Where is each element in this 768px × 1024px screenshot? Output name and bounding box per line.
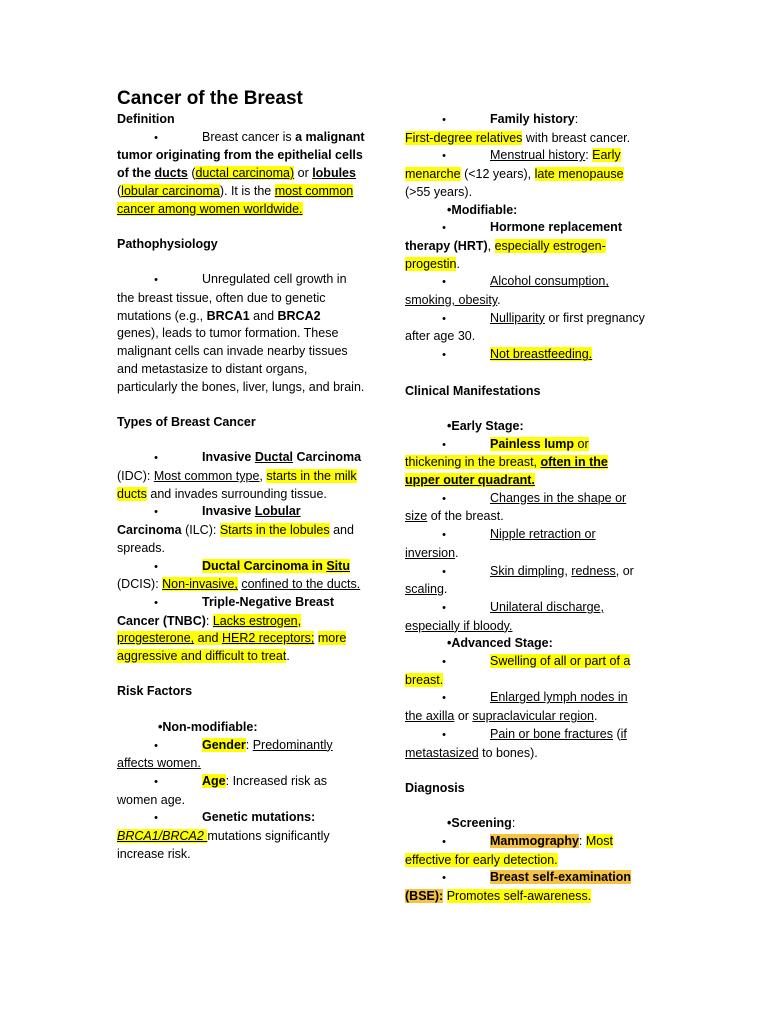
clinical-skin: • Skin dimpling, redness, or scaling. — [405, 563, 634, 597]
clinical-lymph: • Enlarged lymph nodes in the axilla or supraclavicular region. — [405, 690, 628, 724]
type-tnbc: • Triple-Negative Breast Cancer (TNBC): Lacks estrogen, progesterone, and HER2 receptors; more aggressive and difficult to treat. — [117, 594, 347, 664]
type-idc: • Invasive Ductal Carcinoma (IDC): Most common type, starts in the milk ducts and invades surrounding tissue. — [117, 450, 362, 501]
clinical-shape: • Changes in the shape or size of the breast. — [405, 490, 627, 524]
risk-alcohol: • Alcohol consumption, smoking, obesity. — [405, 274, 609, 308]
types-heading: Types of Breast Cancer — [117, 414, 256, 429]
clinical-heading: Clinical Manifestations — [405, 383, 541, 398]
bullet: • — [154, 131, 158, 144]
advanced-stage-label: •Advanced Stage: — [447, 636, 553, 651]
type-dcis: • Ductal Carcinoma in Situ (DCIS): Non-invasive, confined to the ducts. — [117, 558, 361, 592]
definition-paragraph: • Breast cancer is a malignant tumor originating from the epithelial cells of the ducts (ductal carcinoma) or lobules (lobular carcinoma). It is the most common cancer among women worldwide. — [117, 129, 365, 216]
diagnosis-heading: Diagnosis — [405, 780, 465, 795]
type-ilc: • Invasive Lobular Carcinoma (ILC): Starts in the lobules and spreads. — [117, 504, 354, 555]
clinical-swelling: • Swelling of all or part of a breast. — [405, 654, 631, 687]
definition-heading: Definition — [117, 112, 175, 126]
risk-hrt: • Hormone replacement therapy (HRT), especially estrogen-progestin. — [405, 220, 622, 271]
diagnosis-mammography: • Mammography: Most effective for early detection. — [405, 834, 613, 867]
diagnosis-bse: • Breast self-examination (BSE): Promotes self-awareness. — [405, 870, 632, 904]
clinical-lump: • Painless lump or thickening in the breast, often in the upper outer quadrant. — [405, 436, 608, 488]
modifiable-label: •Modifiable: — [447, 202, 518, 217]
risk-genetic: • Genetic mutations: BRCA1/BRCA2 mutations significantly increase risk. — [117, 810, 330, 861]
page-title: Cancer of the Breast — [117, 88, 303, 109]
early-stage-label: •Early Stage: — [447, 418, 524, 433]
risk-gender: • Gender: Predominantly affects women. — [117, 737, 333, 771]
clinical-pain: • Pain or bone fractures (if metastasized to bones). — [405, 726, 627, 760]
clinical-nipple: • Nipple retraction or inversion. — [405, 527, 596, 560]
risk-nulliparity: • Nulliparity or first pregnancy after age 30. — [405, 310, 645, 344]
risk-not-breastfeeding: • Not breastfeeding. — [442, 347, 593, 362]
non-modifiable-label: •Non-modifiable: — [158, 719, 258, 734]
right-column — [405, 111, 645, 906]
risk-age: • Age: Increased risk as women age. — [117, 773, 328, 807]
screening-label: •Screening: — [447, 816, 516, 831]
pathophysiology-heading: Pathophysiology — [117, 236, 218, 251]
risk-family: • Family history: First-degree relatives with breast cancer. — [405, 112, 631, 145]
risk-menstrual: • Menstrual history: Early menarche (<12 years), late menopause (>55 years). — [405, 148, 624, 199]
pathophysiology-paragraph: • Unregulated cell growth in the breast tissue, often due to genetic mutations (e.g., BRCA1 and BRCA2 genes), leads to tumor formation. These malignant cells can invade nearby tissues and metastasize to distant organs, particularly the bones, liver, lungs, and brain. — [117, 272, 365, 394]
risk-factors-heading: Risk Factors — [117, 684, 193, 699]
clinical-discharge: • Unilateral discharge, especially if bloody. — [405, 599, 604, 633]
left-column — [117, 111, 365, 863]
